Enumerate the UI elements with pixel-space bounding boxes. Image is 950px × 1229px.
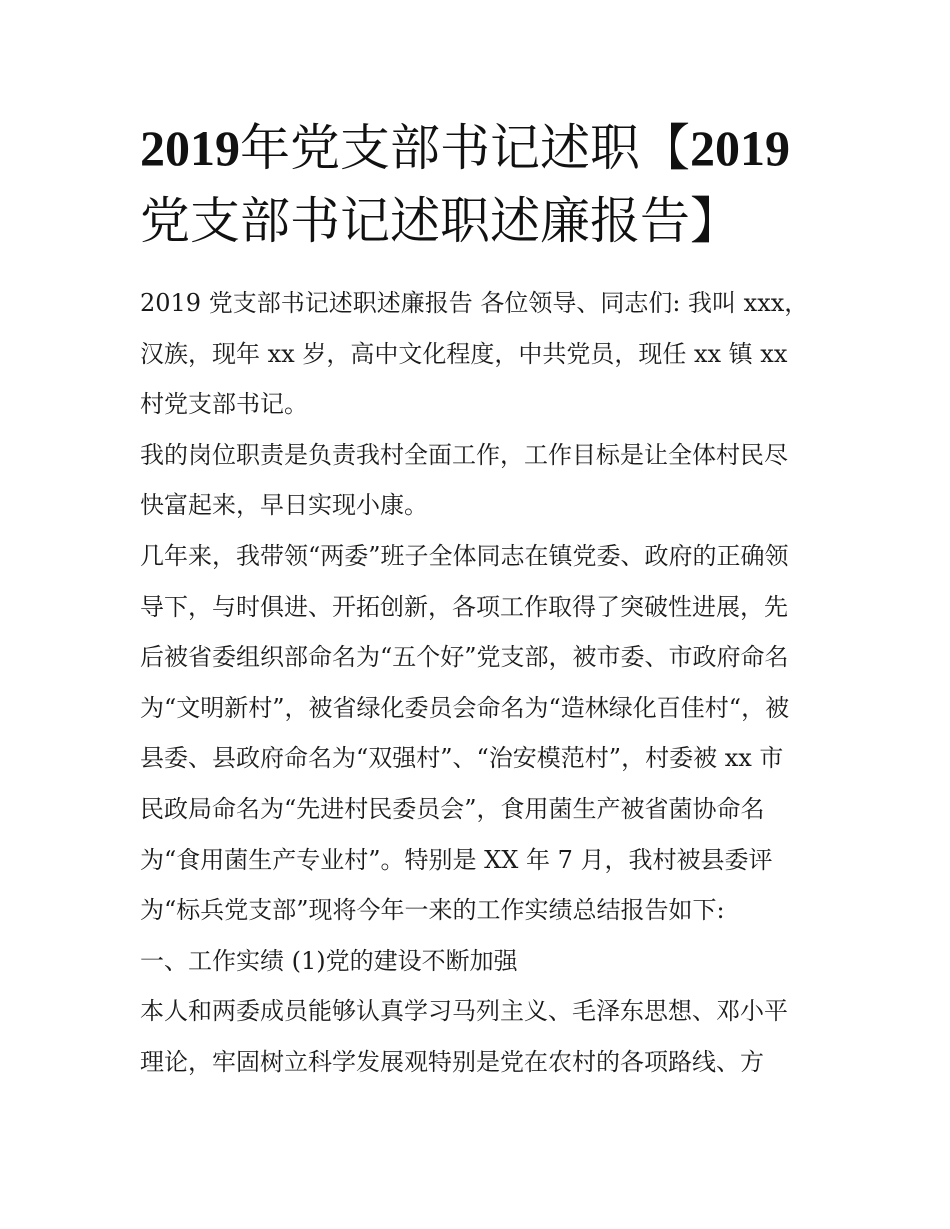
body-line: 快富起来，早日实现小康。: [140, 491, 428, 520]
document-body: [140, 278, 840, 1088]
title-year-1: 2019: [140, 120, 240, 176]
title-line-2: [140, 185, 820, 258]
body-line: 理论，牢固树立科学发展观特别是党在农村的各项路线、方: [140, 1047, 764, 1076]
title-year-2: 2019: [690, 120, 790, 176]
body-line: 导下，与时俱进、开拓创新，各项工作取得了突破性进展，先: [140, 592, 788, 621]
section-heading: 一、工作实绩 (1)党的建设不断加强: [140, 946, 518, 975]
title-line-1: [140, 112, 820, 185]
body-line: 本人和两委成员能够认真学习马列主义、毛泽东思想、邓小平: [140, 997, 788, 1026]
body-line: 村党支部书记。: [140, 390, 308, 419]
document-title: [140, 112, 820, 258]
body-line: 县委、县政府命名为“双强村”、“治安模范村”，村委被 xx 市: [140, 744, 784, 773]
body-line: 民政局命名为“先进村民委员会”，食用菌生产被省菌协命名: [140, 794, 765, 823]
body-line: 几年来，我带领“两委”班子全体同志在镇党委、政府的正确领: [140, 541, 789, 570]
body-line: 为“文明新村”，被省绿化委员会命名为“造林绿化百佳村“，被: [140, 693, 790, 722]
title-text-1: 年党支部书记述职【: [240, 119, 690, 177]
body-line: 为“标兵党支部”现将今年一来的工作实绩总结报告如下:: [140, 896, 725, 925]
title-text-2: 党支部书记述职述廉报告】: [140, 192, 740, 250]
body-line: 后被省委组织部命名为“五个好”党支部，被市委、市政府命名: [140, 643, 789, 672]
body-line: 汉族，现年 xx 岁，高中文化程度，中共党员，现任 xx 镇 xx: [140, 339, 788, 368]
body-line: 我的岗位职责是负责我村全面工作，工作目标是让全体村民尽: [140, 440, 788, 469]
body-line: 2019 党支部书记述职述廉报告 各位领导、同志们: 我叫 xxx，: [140, 289, 809, 317]
body-line: 为“食用菌生产专业村”。特别是 XX 年 7 月，我村被县委评: [140, 845, 773, 874]
